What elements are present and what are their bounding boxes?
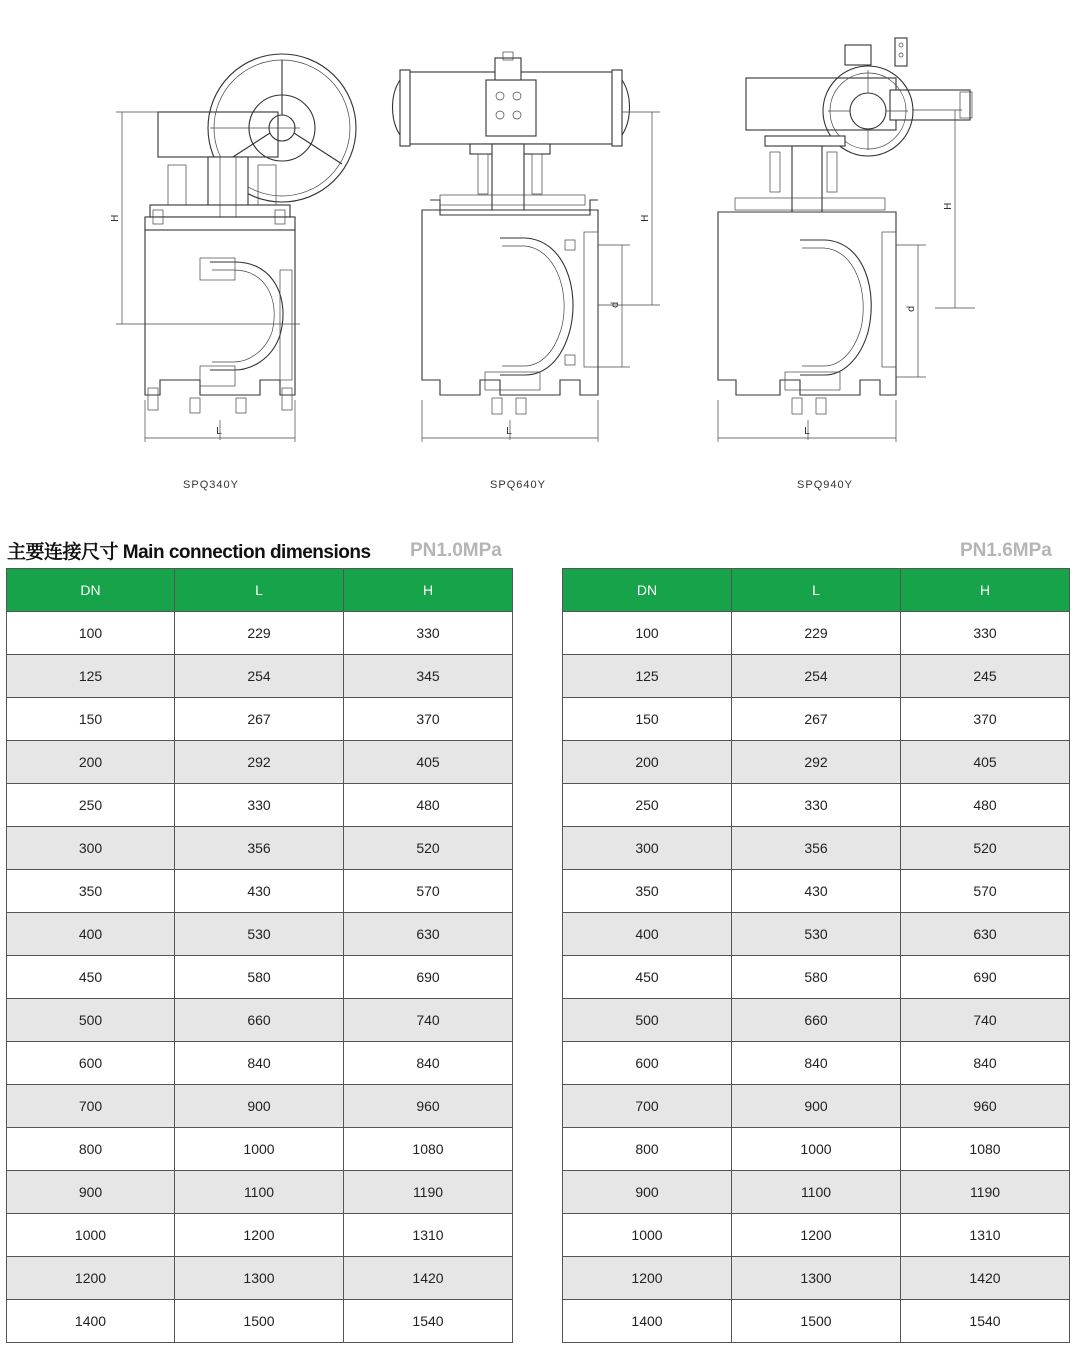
cell-l: 840 — [732, 1042, 901, 1085]
cell-dn: 125 — [7, 655, 175, 698]
section-title: 主要连接尺寸 Main connection dimensions — [7, 542, 371, 563]
dim-l-label: L — [506, 426, 512, 437]
table-row — [7, 1171, 513, 1214]
cell-h: 405 — [901, 741, 1070, 784]
cell-dn: 1000 — [7, 1214, 175, 1257]
cell-l: 1100 — [175, 1171, 344, 1214]
drawings-svg — [0, 0, 1074, 500]
cell-l: 1300 — [175, 1257, 344, 1300]
dim-d-label: d — [610, 301, 621, 308]
dimensions-table-pn16 — [562, 568, 1070, 1343]
table-row — [7, 956, 513, 999]
table-row — [563, 784, 1070, 827]
cell-dn: 1200 — [563, 1257, 732, 1300]
cell-dn: 800 — [563, 1128, 732, 1171]
cell-h: 840 — [344, 1042, 513, 1085]
cell-h: 840 — [901, 1042, 1070, 1085]
cell-dn: 900 — [7, 1171, 175, 1214]
cell-h: 1080 — [901, 1128, 1070, 1171]
cell-dn: 400 — [563, 913, 732, 956]
table-row — [7, 999, 513, 1042]
cell-h: 1080 — [344, 1128, 513, 1171]
cell-dn: 125 — [563, 655, 732, 698]
table-row — [563, 870, 1070, 913]
cell-dn: 350 — [563, 870, 732, 913]
cell-l: 660 — [732, 999, 901, 1042]
cell-l: 840 — [175, 1042, 344, 1085]
cell-h: 405 — [344, 741, 513, 784]
cell-l: 330 — [732, 784, 901, 827]
table-row — [7, 1300, 513, 1343]
cell-h: 1190 — [344, 1171, 513, 1214]
cell-l: 660 — [175, 999, 344, 1042]
cell-h: 690 — [344, 956, 513, 999]
cell-l: 1000 — [732, 1128, 901, 1171]
dim-h-label: H — [640, 214, 651, 222]
cell-h: 1190 — [901, 1171, 1070, 1214]
cell-h: 1540 — [344, 1300, 513, 1343]
cell-dn: 200 — [7, 741, 175, 784]
cell-dn: 700 — [7, 1085, 175, 1128]
cell-l: 254 — [732, 655, 901, 698]
cell-l: 580 — [732, 956, 901, 999]
table-row — [563, 913, 1070, 956]
column-header-l: L — [732, 569, 901, 612]
cell-dn: 800 — [7, 1128, 175, 1171]
cell-h: 480 — [344, 784, 513, 827]
cell-dn: 1400 — [563, 1300, 732, 1343]
table-row — [563, 1300, 1070, 1343]
table-row — [563, 956, 1070, 999]
cell-l: 900 — [175, 1085, 344, 1128]
cell-l: 229 — [175, 612, 344, 655]
cell-l: 530 — [732, 913, 901, 956]
cell-l: 1300 — [732, 1257, 901, 1300]
cell-l: 1100 — [732, 1171, 901, 1214]
table-row — [7, 1257, 513, 1300]
dimensions-table-pn10 — [6, 568, 513, 1343]
drawing-spq340y — [110, 54, 356, 442]
valve-drawings — [0, 0, 1074, 500]
cell-dn: 600 — [7, 1042, 175, 1085]
column-header-l: L — [175, 569, 344, 612]
cell-h: 1420 — [901, 1257, 1070, 1300]
cell-dn: 1000 — [563, 1214, 732, 1257]
cell-l: 254 — [175, 655, 344, 698]
cell-l: 530 — [175, 913, 344, 956]
cell-h: 1420 — [344, 1257, 513, 1300]
table-row — [7, 784, 513, 827]
cell-dn: 1200 — [7, 1257, 175, 1300]
dim-d-label: d — [906, 305, 917, 312]
cell-dn: 1400 — [7, 1300, 175, 1343]
table-row — [7, 698, 513, 741]
table-row — [7, 1214, 513, 1257]
cell-dn: 500 — [7, 999, 175, 1042]
cell-dn: 300 — [7, 827, 175, 870]
cell-dn: 250 — [7, 784, 175, 827]
cell-l: 267 — [732, 698, 901, 741]
cell-h: 370 — [901, 698, 1070, 741]
cell-l: 292 — [732, 741, 901, 784]
table-row — [7, 612, 513, 655]
dim-l-label: L — [216, 426, 222, 437]
column-header-dn: DN — [563, 569, 732, 612]
table-row — [7, 655, 513, 698]
cell-h: 630 — [901, 913, 1070, 956]
cell-dn: 100 — [7, 612, 175, 655]
cell-h: 690 — [901, 956, 1070, 999]
cell-h: 570 — [344, 870, 513, 913]
cell-h: 1310 — [344, 1214, 513, 1257]
cell-dn: 600 — [563, 1042, 732, 1085]
table-row — [563, 655, 1070, 698]
cell-h: 330 — [344, 612, 513, 655]
cell-dn: 900 — [563, 1171, 732, 1214]
cell-l: 356 — [175, 827, 344, 870]
cell-h: 520 — [901, 827, 1070, 870]
cell-h: 960 — [344, 1085, 513, 1128]
cell-l: 430 — [732, 870, 901, 913]
table-row — [563, 1128, 1070, 1171]
cell-h: 1310 — [901, 1214, 1070, 1257]
cell-l: 900 — [732, 1085, 901, 1128]
cell-h: 740 — [901, 999, 1070, 1042]
cell-h: 630 — [344, 913, 513, 956]
table-row — [7, 1042, 513, 1085]
cell-l: 1200 — [732, 1214, 901, 1257]
table-row — [563, 1257, 1070, 1300]
drawing-spq940y — [718, 38, 975, 442]
cell-l: 229 — [732, 612, 901, 655]
cell-h: 960 — [901, 1085, 1070, 1128]
dim-h-label: H — [110, 214, 121, 222]
drawing-spq640y — [393, 52, 661, 442]
cell-h: 520 — [344, 827, 513, 870]
cell-h: 370 — [344, 698, 513, 741]
table-row — [7, 1128, 513, 1171]
cell-dn: 250 — [563, 784, 732, 827]
table-row — [563, 698, 1070, 741]
cell-h: 245 — [901, 655, 1070, 698]
pressure-label-right: PN1.6MPa — [960, 540, 1052, 561]
cell-dn: 150 — [7, 698, 175, 741]
table-row — [563, 1085, 1070, 1128]
table-row — [7, 741, 513, 784]
dim-h-label: H — [943, 202, 954, 210]
table-row — [563, 612, 1070, 655]
cell-l: 1500 — [175, 1300, 344, 1343]
cell-l: 1500 — [732, 1300, 901, 1343]
cell-dn: 400 — [7, 913, 175, 956]
cell-h: 330 — [901, 612, 1070, 655]
cell-dn: 450 — [7, 956, 175, 999]
cell-dn: 500 — [563, 999, 732, 1042]
table-row — [7, 870, 513, 913]
table-header-row — [563, 569, 1070, 612]
column-header-dn: DN — [7, 569, 175, 612]
table-row — [563, 1214, 1070, 1257]
cell-h: 740 — [344, 999, 513, 1042]
cell-l: 430 — [175, 870, 344, 913]
cell-l: 267 — [175, 698, 344, 741]
cell-h: 480 — [901, 784, 1070, 827]
cell-l: 356 — [732, 827, 901, 870]
cell-l: 1000 — [175, 1128, 344, 1171]
table-row — [563, 1171, 1070, 1214]
cell-l: 330 — [175, 784, 344, 827]
cell-dn: 150 — [563, 698, 732, 741]
cell-dn: 300 — [563, 827, 732, 870]
dim-l-label: L — [804, 426, 810, 437]
cell-dn: 450 — [563, 956, 732, 999]
cell-l: 580 — [175, 956, 344, 999]
cell-h: 1540 — [901, 1300, 1070, 1343]
column-header-h: H — [344, 569, 513, 612]
table-row — [7, 827, 513, 870]
table-row — [7, 1085, 513, 1128]
cell-h: 570 — [901, 870, 1070, 913]
drawing-caption-spq340y: SPQ340Y — [183, 479, 239, 491]
column-header-h: H — [901, 569, 1070, 612]
table-row — [563, 999, 1070, 1042]
table-row — [563, 827, 1070, 870]
cell-dn: 100 — [563, 612, 732, 655]
cell-dn: 350 — [7, 870, 175, 913]
table-header-row — [7, 569, 513, 612]
cell-l: 292 — [175, 741, 344, 784]
cell-h: 345 — [344, 655, 513, 698]
drawing-caption-spq940y: SPQ940Y — [797, 479, 853, 491]
cell-dn: 700 — [563, 1085, 732, 1128]
table-row — [563, 1042, 1070, 1085]
cell-dn: 200 — [563, 741, 732, 784]
drawing-caption-spq640y: SPQ640Y — [490, 479, 546, 491]
pressure-label-left: PN1.0MPa — [410, 540, 502, 561]
table-row — [7, 913, 513, 956]
cell-l: 1200 — [175, 1214, 344, 1257]
table-row — [563, 741, 1070, 784]
